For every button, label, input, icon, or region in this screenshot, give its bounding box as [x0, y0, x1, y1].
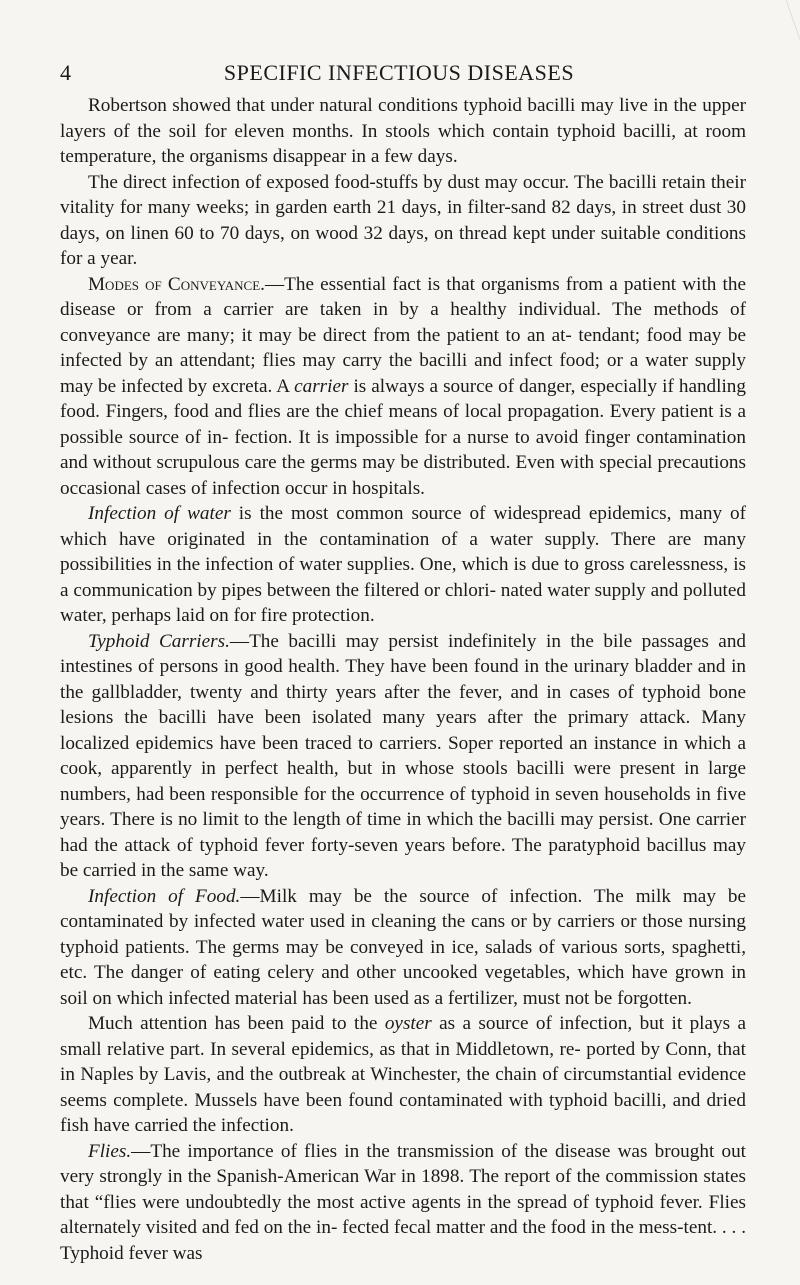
paragraph-modes-of-conveyance: Modes of Conveyance.—The essential fact is that organisms from a patient with the disease or from a carrier are taken in by a healthy individual. The methods of conveyance are many; it may be direct from the patient to an at- tendant; food may be infected by an attendant; flies may carry the bacilli and infect food; or a water supply may be infected by excreta. A carrier is always a source of danger, especially if handling food. Fingers, food and flies are the chief means of local propagation. Every patient is a possible source of in- fection. It is impossible for a nurse to avoid finger contamination and without scrupulous care the germs may be distributed. Even with special precautions occasional cases of infection occur in hospitals. [60, 273, 746, 499]
section-heading: Infection of Food. [88, 885, 241, 907]
section-heading: Modes of Conveyance. [88, 273, 265, 295]
paragraph-typhoid-carriers: Typhoid Carriers.—The bacilli may persist indefinitely in the bile passages and intestines of persons in good health. They have been found in the urinary bladder and in the gallbladder, twenty and thirty years after the fever, and in cases of typhoid bone lesions the bacilli have been isolated many years after the primary attack. Many localized epidemics have been traced to carriers. Soper reported an instance in which a cook, apparently in perfect health, but in whose stools bacilli were present in large numbers, had been responsible for the occurrence of typhoid in seven households in five years. There is no limit to the length of time in which the bacilli may persist. One carrier had the attack of typhoid fever forty-seven years before. The paratyphoid bacillus may be carried in the same way. [60, 630, 747, 881]
section-heading: Typhoid Carriers. [88, 630, 230, 652]
emphasis: carrier [294, 375, 349, 397]
paragraph-flies: Flies.—The importance of flies in the transmission of the disease was brought out very strongly in the Spanish-American War in 1898. The report of the commission states that “flies were undoubtedly the most active agents in the spread of typhoid fever. Flies alternately visited and fed on the in- fected fecal matter and the food in the mess-tent. . . . Typhoid fever was [60, 1140, 746, 1264]
emphasis: oyster [384, 1013, 432, 1034]
section-heading: Infection of water [88, 503, 231, 524]
section-heading: Flies. [88, 1140, 132, 1162]
page-number: 4 [60, 60, 72, 85]
page-edge-mark [786, 0, 800, 40]
paragraph-infection-of-water: Infection of water is the most common source of widespread epidemics, many of which have originated in the contamination of a water supply. There are many possibilities in the infection of water supplies. One, which is due to gross carelessness, is a communication by pipes between the filtered or chlori- nated water supply and polluted water, perhaps laid on for fire protection. [60, 503, 747, 626]
paragraph-direct-infection: The direct infection of exposed food-stuffs by dust may occur. The bacilli retain their vitality for many weeks; in garden earth 21 days, in filter-sand 82 days, in street dust 30 days, on linen 60 to 70 days, on wood 32 days, on thread kept under suitable conditions for a year. [60, 171, 746, 269]
paragraph-robertson: Robertson showed that under natural conditions typhoid bacilli may live in the upper layers of the soil for eleven months. In stools which contain typhoid bacilli, at room temperature, the organisms disappear in a few days. [60, 95, 746, 167]
body-text [60, 93, 746, 1266]
paragraph-infection-of-food: Infection of Food.—Milk may be the source of infection. The milk may be contaminated by infected water used in cleaning the cans or by carriers or those nursing typhoid patients. The germs may be conveyed in ice, salads of various sorts, spaghetti, etc. The danger of eating celery and other uncooked vegetables, which have grown in soil on which infected material has been used as a fertilizer, must not be forgotten. [60, 885, 746, 1009]
running-title: SPECIFIC INFECTIOUS DISEASES [223, 60, 575, 85]
paragraph-oyster: Much attention has been paid to the oyster as a source of infection, but it plays a small relative part. In several epidemics, as that in Middletown, re- ported by Conn, that in Naples by Lavis, and the outbreak at Winchester, the chain of circumstantial evidence seems complete. Mussels have been found contaminated with typhoid bacilli, and dried fish have carried the infection. [60, 1013, 746, 1136]
